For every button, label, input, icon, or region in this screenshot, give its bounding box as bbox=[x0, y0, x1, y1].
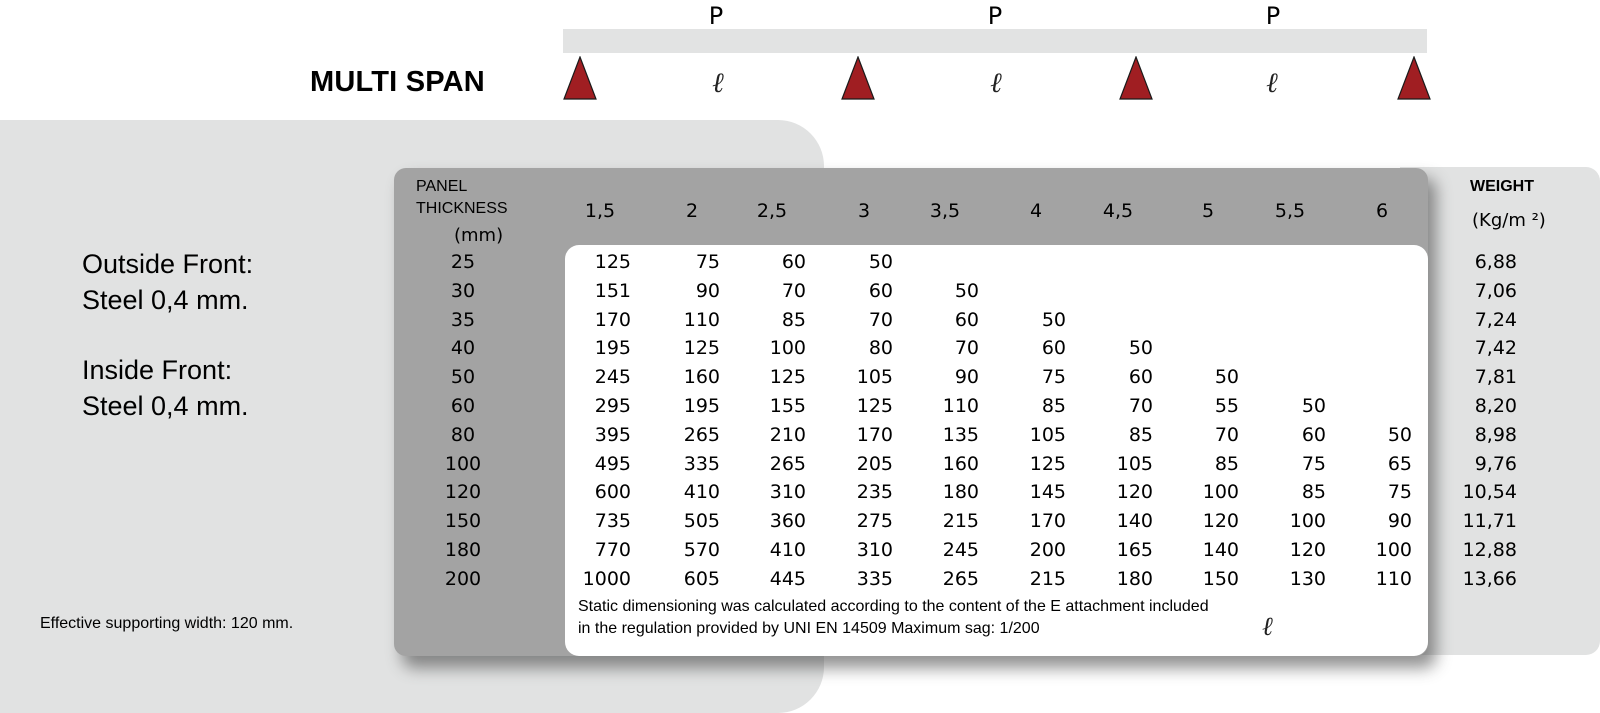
span-cell: 160 bbox=[683, 366, 720, 389]
column-header-1: 1,5 bbox=[584, 200, 616, 222]
span-cell: 165 bbox=[1116, 539, 1153, 561]
span-cell: 105 bbox=[1116, 452, 1153, 475]
row-thickness-60: 60 bbox=[450, 395, 476, 417]
span-cell: 60 bbox=[781, 251, 806, 273]
span-cell: 60 bbox=[1301, 423, 1326, 446]
row-thickness-200: 200 bbox=[444, 567, 482, 590]
support-triangle-3 bbox=[1119, 56, 1153, 100]
span-cell: 80 bbox=[868, 337, 893, 360]
row-weight: 13,66 bbox=[1462, 567, 1517, 590]
span-cell: 110 bbox=[1375, 567, 1412, 590]
span-cell: 85 bbox=[781, 308, 806, 331]
column-header-5: 3,5 bbox=[929, 200, 961, 222]
span-cell: 85 bbox=[1214, 452, 1239, 475]
inside-front-label: Inside Front: bbox=[82, 355, 233, 385]
span-cell: 180 bbox=[1116, 567, 1153, 590]
span-cell: 125 bbox=[856, 395, 893, 417]
span-cell: 50 bbox=[1301, 395, 1326, 417]
span-cell: 70 bbox=[1214, 423, 1239, 446]
span-cell: 360 bbox=[769, 510, 806, 533]
span-cell: 90 bbox=[1387, 510, 1412, 533]
beam bbox=[563, 29, 1427, 53]
span-cell: 180 bbox=[942, 481, 979, 504]
span-cell: 135 bbox=[942, 423, 979, 446]
span-cell: 200 bbox=[1029, 539, 1066, 561]
span-cell: 90 bbox=[954, 366, 979, 389]
span-cell: 125 bbox=[769, 366, 806, 389]
row-thickness-30: 30 bbox=[450, 279, 476, 302]
span-cell: 205 bbox=[856, 452, 893, 475]
span-cell: 335 bbox=[683, 452, 720, 475]
row-weight: 7,81 bbox=[1474, 366, 1517, 389]
span-cell: 100 bbox=[1375, 539, 1412, 561]
row-thickness-100: 100 bbox=[444, 452, 482, 475]
span-cell: 155 bbox=[769, 395, 806, 417]
span-cell: 170 bbox=[594, 308, 631, 331]
row-thickness-80: 80 bbox=[450, 423, 476, 446]
span-cell: 210 bbox=[769, 423, 806, 446]
span-cell: 130 bbox=[1289, 567, 1326, 590]
span-cell: 410 bbox=[769, 539, 806, 561]
span-cell: 770 bbox=[594, 539, 631, 561]
span-cell: 100 bbox=[1289, 510, 1326, 533]
row-weight: 8,20 bbox=[1474, 395, 1517, 417]
row-weight: 11,71 bbox=[1462, 510, 1517, 533]
span-symbol-3: ℓ bbox=[1266, 66, 1278, 99]
page-title: MULTI SPAN bbox=[310, 66, 485, 98]
span-cell: 445 bbox=[769, 567, 806, 590]
span-cell: 85 bbox=[1041, 395, 1066, 417]
span-values-area bbox=[565, 245, 1428, 656]
row-weight: 7,42 bbox=[1474, 337, 1517, 360]
column-header-6: 4 bbox=[1029, 200, 1043, 222]
weight-header: WEIGHT bbox=[1470, 178, 1534, 195]
load-label-2: P bbox=[987, 2, 1003, 30]
note-line-1: Static dimensioning was calculated according to the content of the E attachment included bbox=[578, 598, 1209, 615]
span-cell: 125 bbox=[1029, 452, 1066, 475]
row-weight: 6,88 bbox=[1474, 251, 1517, 273]
span-cell: 265 bbox=[942, 567, 979, 590]
span-cell: 570 bbox=[683, 539, 720, 561]
span-cell: 100 bbox=[1202, 481, 1239, 504]
span-cell: 100 bbox=[769, 337, 806, 360]
panel-thickness-header-text: PANEL THICKNESS bbox=[416, 178, 508, 217]
span-cell: 50 bbox=[1214, 366, 1239, 389]
row-weight: 9,76 bbox=[1474, 452, 1517, 475]
span-cell: 295 bbox=[594, 395, 631, 417]
span-symbol-2: ℓ bbox=[990, 66, 1002, 99]
inside-front-value: Steel 0,4 mm. bbox=[82, 391, 249, 421]
span-cell: 335 bbox=[856, 567, 893, 590]
column-header-10: 6 bbox=[1375, 200, 1389, 222]
span-cell: 110 bbox=[683, 308, 720, 331]
span-symbol-1: ℓ bbox=[712, 66, 724, 99]
row-thickness-25: 25 bbox=[450, 251, 476, 273]
row-thickness-40: 40 bbox=[450, 337, 476, 360]
span-cell: 75 bbox=[1041, 366, 1066, 389]
span-cell: 60 bbox=[868, 279, 893, 302]
span-cell: 195 bbox=[594, 337, 631, 360]
span-cell: 70 bbox=[1128, 395, 1153, 417]
span-cell: 145 bbox=[1029, 481, 1066, 504]
row-thickness-180: 180 bbox=[444, 539, 482, 561]
load-label-1: P bbox=[708, 2, 724, 30]
span-cell: 120 bbox=[1202, 510, 1239, 533]
span-cell: 151 bbox=[594, 279, 631, 302]
span-cell: 310 bbox=[769, 481, 806, 504]
row-weight: 10,54 bbox=[1462, 481, 1517, 504]
span-cell: 140 bbox=[1202, 539, 1239, 561]
span-cell: 160 bbox=[942, 452, 979, 475]
span-cell: 125 bbox=[683, 337, 720, 360]
span-cell: 90 bbox=[695, 279, 720, 302]
span-cell: 140 bbox=[1116, 510, 1153, 533]
span-cell: 265 bbox=[683, 423, 720, 446]
span-cell: 60 bbox=[1128, 366, 1153, 389]
span-cell: 50 bbox=[1041, 308, 1066, 331]
span-cell: 395 bbox=[594, 423, 631, 446]
row-weight: 7,06 bbox=[1474, 279, 1517, 302]
column-header-8: 5 bbox=[1201, 200, 1215, 222]
span-cell: 50 bbox=[868, 251, 893, 273]
span-cell: 605 bbox=[683, 567, 720, 590]
span-cell: 50 bbox=[1128, 337, 1153, 360]
span-cell: 50 bbox=[1387, 423, 1412, 446]
span-cell: 1000 bbox=[582, 567, 631, 590]
span-cell: 410 bbox=[683, 481, 720, 504]
span-cell: 85 bbox=[1301, 481, 1326, 504]
column-header-9: 5,5 bbox=[1274, 200, 1306, 222]
outside-front-value: Steel 0,4 mm. bbox=[82, 285, 249, 315]
span-cell: 60 bbox=[954, 308, 979, 331]
calculation-note bbox=[578, 596, 1209, 640]
note-span-symbol: ℓ bbox=[1262, 612, 1273, 642]
row-thickness-150: 150 bbox=[444, 510, 482, 533]
span-cell: 245 bbox=[594, 366, 631, 389]
column-header-3: 2,5 bbox=[756, 200, 788, 222]
span-cell: 70 bbox=[954, 337, 979, 360]
row-thickness-35: 35 bbox=[450, 308, 476, 331]
row-thickness-120: 120 bbox=[444, 481, 482, 504]
span-cell: 505 bbox=[683, 510, 720, 533]
span-cell: 310 bbox=[856, 539, 893, 561]
effective-width-note: Effective supporting width: 120 mm. bbox=[40, 615, 294, 632]
span-cell: 125 bbox=[594, 251, 631, 273]
span-cell: 495 bbox=[594, 452, 631, 475]
span-cell: 735 bbox=[594, 510, 631, 533]
column-header-2: 2 bbox=[685, 200, 699, 222]
support-triangle-1 bbox=[563, 56, 597, 100]
row-thickness-50: 50 bbox=[450, 366, 476, 389]
span-cell: 70 bbox=[868, 308, 893, 331]
span-cell: 195 bbox=[683, 395, 720, 417]
span-cell: 120 bbox=[1289, 539, 1326, 561]
span-cell: 265 bbox=[769, 452, 806, 475]
span-cell: 105 bbox=[1029, 423, 1066, 446]
span-cell: 245 bbox=[942, 539, 979, 561]
note-line-2: in the regulation provided by UNI EN 14509 Maximum sag: 1/200 bbox=[578, 620, 1040, 637]
span-cell: 215 bbox=[1029, 567, 1066, 590]
span-cell: 110 bbox=[942, 395, 979, 417]
span-cell: 55 bbox=[1214, 395, 1239, 417]
span-cell: 235 bbox=[856, 481, 893, 504]
span-cell: 600 bbox=[594, 481, 631, 504]
panel-thickness-unit: (mm) bbox=[454, 225, 504, 246]
span-cell: 150 bbox=[1202, 567, 1239, 590]
panel-thickness-header bbox=[416, 176, 508, 220]
load-label-3: P bbox=[1265, 2, 1281, 30]
span-cell: 60 bbox=[1041, 337, 1066, 360]
span-cell: 170 bbox=[856, 423, 893, 446]
span-cell: 170 bbox=[1029, 510, 1066, 533]
span-cell: 65 bbox=[1387, 452, 1412, 475]
outside-front-label: Outside Front: bbox=[82, 249, 254, 279]
row-weight: 7,24 bbox=[1474, 308, 1517, 331]
column-header-4: 3 bbox=[857, 200, 871, 222]
span-cell: 85 bbox=[1128, 423, 1153, 446]
weight-unit: (Kg/m ²) bbox=[1472, 210, 1546, 231]
span-cell: 75 bbox=[1301, 452, 1326, 475]
span-cell: 215 bbox=[942, 510, 979, 533]
row-weight: 12,88 bbox=[1462, 539, 1517, 561]
row-weight: 8,98 bbox=[1474, 423, 1517, 446]
support-triangle-2 bbox=[841, 56, 875, 100]
span-cell: 105 bbox=[856, 366, 893, 389]
support-triangle-4 bbox=[1397, 56, 1431, 100]
span-cell: 50 bbox=[954, 279, 979, 302]
span-cell: 275 bbox=[856, 510, 893, 533]
span-cell: 120 bbox=[1116, 481, 1153, 504]
span-cell: 75 bbox=[695, 251, 720, 273]
column-header-7: 4,5 bbox=[1102, 200, 1134, 222]
span-cell: 70 bbox=[781, 279, 806, 302]
span-cell: 75 bbox=[1387, 481, 1412, 504]
